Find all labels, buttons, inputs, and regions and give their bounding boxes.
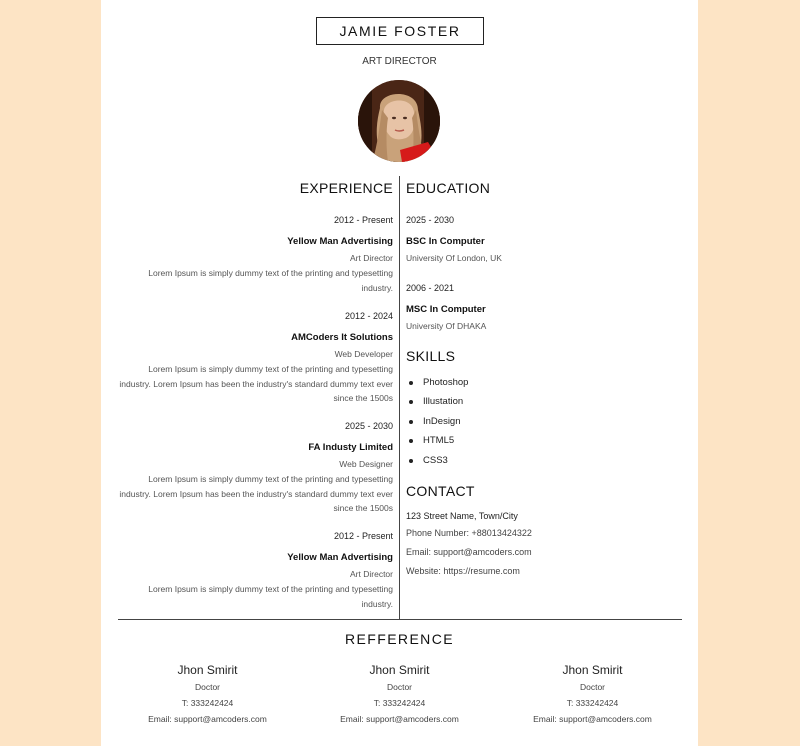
experience-period: 2012 - Present (333, 531, 393, 541)
contact-address: 123 Street Name, Town/City (406, 511, 518, 521)
experience-description (93, 362, 393, 406)
experience-period: 2012 - Present (333, 215, 393, 225)
reference-phone[interactable]: T: 333242424 (373, 698, 426, 708)
column-divider (399, 176, 400, 619)
reference-email[interactable]: Email: support@amcoders.com (148, 714, 267, 724)
education-school: University Of London, UK (406, 253, 502, 263)
experience-company: Yellow Man Advertising (287, 552, 393, 563)
description-line: since the 1500s (333, 503, 393, 513)
skills-heading: SKILLS (406, 348, 456, 364)
job-title: ART DIRECTOR (362, 56, 437, 67)
description-line: since the 1500s (333, 393, 393, 403)
contact-phone[interactable]: Phone Number: +88013424322 (406, 528, 532, 538)
description-line: Lorem Ipsum is simply dummy text of the printing and typesetting (148, 364, 393, 374)
reference-email[interactable]: Email: support@amcoders.com (340, 714, 459, 724)
skill-item: Photoshop (406, 377, 468, 388)
description-line: Lorem Ipsum is simply dummy text of the printing and typesetting (148, 268, 393, 278)
experience-period: 2025 - 2030 (344, 421, 393, 431)
reference-name: Jhon Smirit (562, 663, 623, 677)
description-line: industry. (361, 598, 393, 609)
experience-role: Art Director (350, 569, 393, 579)
education-degree: BSC In Computer (406, 236, 485, 247)
reference-role: Doctor (579, 682, 606, 692)
description-line: Lorem Ipsum is simply dummy text of the printing and typesetting (148, 474, 393, 484)
skill-item: InDesign (406, 416, 461, 427)
reference-email[interactable]: Email: support@amcoders.com (533, 714, 652, 724)
skill-item: Illustation (406, 396, 463, 407)
reference-role: Doctor (194, 682, 221, 692)
reference-heading: REFFERENCE (345, 631, 454, 647)
education-school: University Of DHAKA (406, 321, 487, 331)
reference-name: Jhon Smirit (369, 663, 430, 677)
experience-heading: EXPERIENCE (299, 180, 393, 196)
experience-role: Web Designer (339, 459, 393, 469)
skill-item: CSS3 (406, 455, 448, 466)
experience-company: FA Industy Limited (308, 442, 393, 453)
description-line: industry. Lorem Ipsum has been the industry's standard dummy text ever (119, 488, 393, 499)
resume-page (101, 0, 698, 746)
skill-item: HTML5 (406, 435, 454, 446)
resume-name (316, 17, 484, 45)
name-text: JAMIE FOSTER (339, 23, 461, 39)
description-line: industry. Lorem Ipsum has been the industry's standard dummy text ever (119, 378, 393, 389)
contact-heading: CONTACT (406, 483, 475, 499)
contact-email[interactable]: Email: support@amcoders.com (406, 547, 532, 557)
experience-description (93, 472, 393, 516)
experience-company: AMCoders It Solutions (291, 332, 393, 343)
experience-role: Web Developer (334, 349, 393, 359)
education-period: 2006 - 2021 (406, 283, 455, 293)
reference-divider (118, 619, 682, 620)
description-line: Lorem Ipsum is simply dummy text of the printing and typesetting (148, 584, 393, 594)
experience-description (93, 266, 393, 295)
education-degree: MSC In Computer (406, 304, 486, 315)
education-period: 2025 - 2030 (406, 215, 455, 225)
reference-name: Jhon Smirit (177, 663, 238, 677)
experience-company: Yellow Man Advertising (287, 236, 393, 247)
profile-photo (358, 80, 440, 162)
profile-photo-image (358, 80, 440, 162)
reference-role: Doctor (386, 682, 413, 692)
experience-description (93, 582, 393, 611)
experience-period: 2012 - 2024 (344, 311, 393, 321)
contact-website[interactable]: Website: https://resume.com (406, 566, 520, 576)
description-line: industry. (361, 282, 393, 293)
reference-phone[interactable]: T: 333242424 (181, 698, 234, 708)
education-heading: EDUCATION (406, 180, 491, 196)
reference-phone[interactable]: T: 333242424 (566, 698, 619, 708)
experience-role: Art Director (350, 253, 393, 263)
